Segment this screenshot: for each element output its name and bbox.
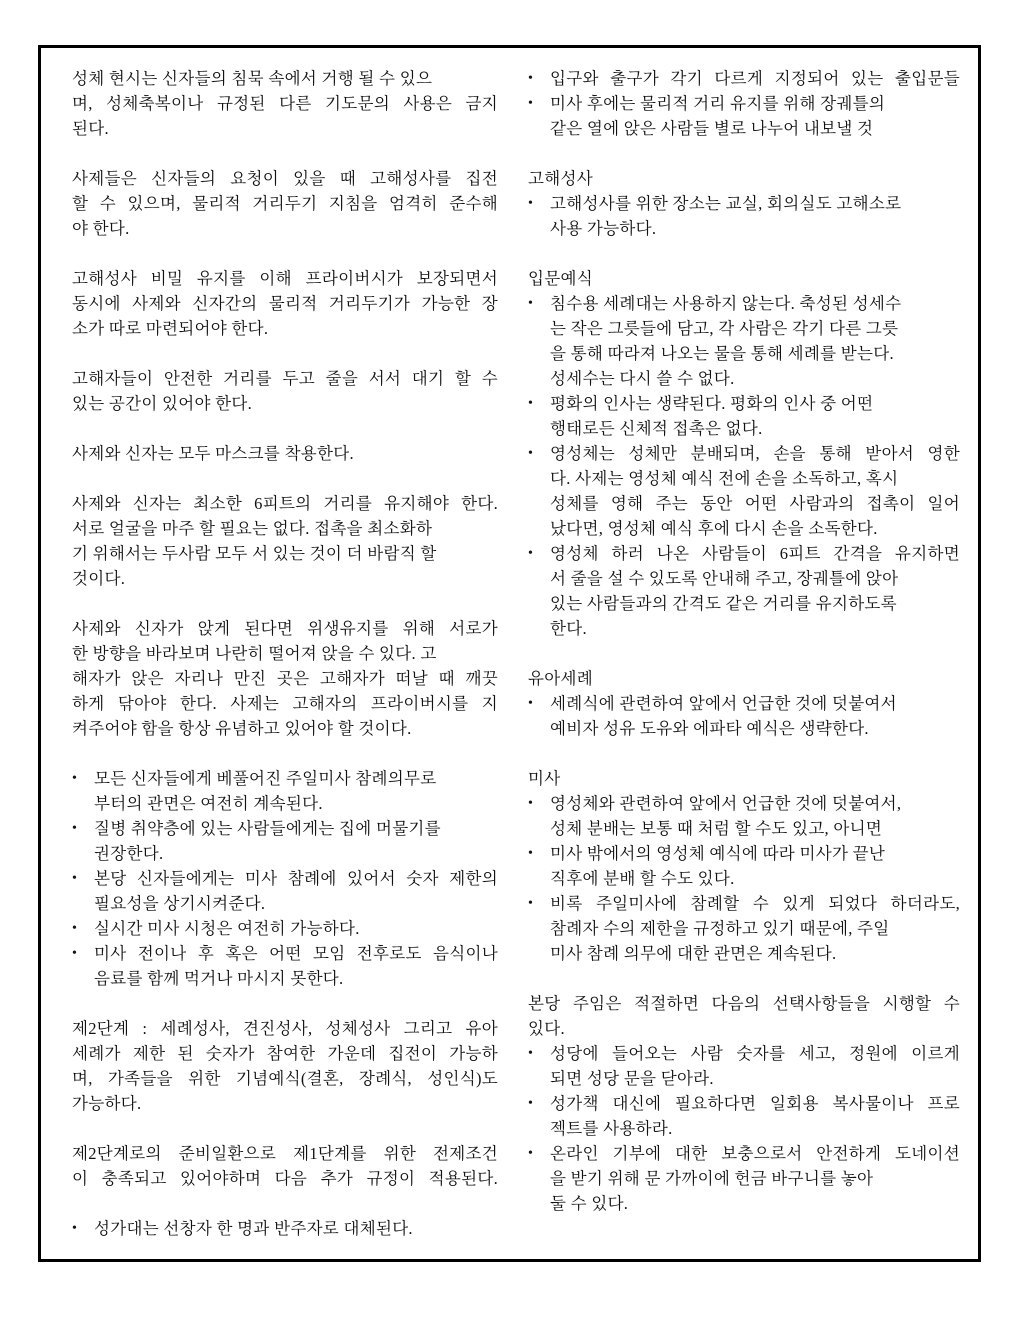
section xyxy=(528,666,960,741)
text-line: 성체를 영해 주는 동안 어떤 사람과의 접촉이 일어 xyxy=(550,494,960,513)
list-item xyxy=(528,691,960,741)
bullet-icon: • xyxy=(72,946,78,961)
bullet-list xyxy=(528,66,960,141)
text-line: 며, 가족들을 위한 기념예식(결혼, 장례식, 성인식)도 xyxy=(72,1069,498,1088)
text-line: 있는 공간이 있어야 한다. xyxy=(72,394,253,413)
text-line: 다. 사제는 영성체 예식 전에 손을 소독하고, 혹시 xyxy=(550,469,899,488)
list-item xyxy=(72,866,498,916)
text-line: 사제와 신자는 모두 마스크를 착용한다. xyxy=(72,444,354,463)
list-item xyxy=(528,1091,960,1141)
paragraph xyxy=(72,166,498,241)
text-line: 할 수 있으며, 물리적 거리두기 지침을 엄격히 준수해 xyxy=(72,194,498,213)
bullet-icon: • xyxy=(72,871,78,886)
text-line: 평화의 인사는 생략된다. 평화의 인사 중 어떤 xyxy=(550,394,874,413)
text-line: 부터의 관면은 여전히 계속된다. xyxy=(94,794,323,813)
bullet-list xyxy=(528,291,960,641)
list-item xyxy=(72,1216,498,1241)
bullet-icon: • xyxy=(528,696,534,711)
text-line: 기 위해서는 두사람 모두 서 있는 것이 더 바람직 할 xyxy=(72,544,437,563)
text-line: 참례자 수의 제한을 규정하고 있기 때문에, 주일 xyxy=(550,919,890,938)
list-item-text xyxy=(550,66,960,91)
bullet-icon: • xyxy=(528,396,534,411)
text-line: 사용 가능하다. xyxy=(550,219,657,238)
paragraph xyxy=(72,1141,498,1191)
section xyxy=(72,66,498,141)
text-line: 성가대는 선창자 한 명과 반주자로 대체된다. xyxy=(94,1219,413,1238)
text-line: 본당 주임은 적절하면 다음의 선택사항들을 시행할 수 xyxy=(528,994,960,1013)
text-line: 젝트를 사용하라. xyxy=(550,1119,673,1138)
text-line: 것이다. xyxy=(72,569,126,588)
list-item xyxy=(528,391,960,441)
text-line: 된다. xyxy=(72,119,109,138)
bullet-list xyxy=(528,691,960,741)
text-line: 둘 수 있다. xyxy=(550,1194,629,1213)
text-line: 는 작은 그릇들에 담고, 각 사람은 각기 다른 그릇 xyxy=(550,319,899,338)
bullet-icon: • xyxy=(528,546,534,561)
section-heading: 고해성사 xyxy=(528,169,593,188)
bullet-icon: • xyxy=(528,446,534,461)
list-item-text xyxy=(94,816,498,866)
text-line: 있다. xyxy=(528,1019,565,1038)
section xyxy=(528,166,960,241)
list-item xyxy=(528,841,960,891)
list-item xyxy=(528,91,960,141)
list-item-text xyxy=(550,691,960,741)
list-item-text xyxy=(94,1216,498,1241)
text-line: 한 방향을 바라보며 나란히 떨어져 앉을 수 있다. 고 xyxy=(72,644,437,663)
bullet-icon: • xyxy=(72,921,78,936)
bullet-list xyxy=(72,766,498,991)
text-line: 영성체와 관련하여 앞에서 언급한 것에 덧붙여서, xyxy=(550,794,902,813)
text-line: 행태로든 신체적 접촉은 없다. xyxy=(550,419,763,438)
text-line: 사제와 신자는 최소한 6피트의 거리를 유지해야 한다. xyxy=(72,494,498,513)
text-line: 예비자 성유 도유와 에파타 예식은 생략한다. xyxy=(550,719,869,738)
text-line: 제2단계로의 준비일환으로 제1단계를 위한 전제조건 xyxy=(72,1144,498,1163)
list-item-text xyxy=(550,1091,960,1141)
paragraph xyxy=(72,66,498,141)
two-column-layout xyxy=(72,66,960,1259)
text-line: 고해성사 비밀 유지를 이해 프라이버시가 보장되면서 xyxy=(72,269,498,288)
text-line: 고해자들이 안전한 거리를 두고 줄을 서서 대기 할 수 xyxy=(72,369,498,388)
list-item-text xyxy=(550,191,960,241)
list-item xyxy=(72,816,498,866)
text-line: 을 받기 위해 문 가까이에 헌금 바구니를 놓아 xyxy=(550,1169,874,1188)
text-line: 영성체 하러 나온 사람들이 6피트 간격을 유지하면 xyxy=(550,544,960,563)
paragraph xyxy=(72,366,498,416)
text-line: 제2단계 : 세례성사, 견진성사, 성체성사 그리고 유아 xyxy=(72,1019,498,1038)
bullet-list xyxy=(528,791,960,966)
text-line: 며, 성체축복이나 규정된 다른 기도문의 사용은 금지 xyxy=(72,94,498,113)
list-item-text xyxy=(550,1041,960,1091)
text-line: 미사 후에는 물리적 거리 유지를 위해 장궤틀의 xyxy=(550,94,886,113)
bullet-icon: • xyxy=(528,71,534,86)
text-line: 직후에 분배 할 수도 있다. xyxy=(550,869,735,888)
paragraph xyxy=(528,991,960,1041)
text-line: 서 줄을 설 수 있도록 안내해 주고, 장궤틀에 앉아 xyxy=(550,569,899,588)
section-heading: 미사 xyxy=(528,769,561,788)
text-line: 성당에 들어오는 사람 숫자를 세고, 정원에 이르게 xyxy=(550,1044,960,1063)
bullet-icon: • xyxy=(528,1046,534,1061)
text-line: 온라인 기부에 대한 보충으로서 안전하게 도네이션 xyxy=(550,1144,960,1163)
text-line: 있는 사람들과의 간격도 같은 거리를 유지하도록 xyxy=(550,594,897,613)
list-item xyxy=(528,541,960,641)
section xyxy=(72,266,498,341)
bullet-icon: • xyxy=(528,1096,534,1111)
text-line: 동시에 사제와 신자간의 물리적 거리두기가 가능한 장 xyxy=(72,294,498,313)
list-item-text xyxy=(550,1141,960,1216)
list-item xyxy=(528,441,960,541)
text-line: 세례가 제한 된 숫자가 참여한 가운데 집전이 가능하 xyxy=(72,1044,498,1063)
list-item-text xyxy=(550,291,960,391)
text-line: 성체 현시는 신자들의 침묵 속에서 거행 될 수 있으 xyxy=(72,69,433,88)
section xyxy=(72,616,498,741)
section xyxy=(72,441,498,466)
bullet-list xyxy=(528,191,960,241)
left-column xyxy=(72,66,498,1259)
section xyxy=(72,366,498,416)
bullet-list xyxy=(528,1041,960,1216)
section xyxy=(528,266,960,641)
list-item xyxy=(72,766,498,816)
section-heading: 입문예식 xyxy=(528,269,593,288)
bullet-icon: • xyxy=(528,846,534,861)
text-line: 성가책 대신에 필요하다면 일회용 복사물이나 프로 xyxy=(550,1094,960,1113)
text-line: 소가 따로 마련되어야 한다. xyxy=(72,319,269,338)
list-item-text xyxy=(550,891,960,966)
bullet-icon: • xyxy=(528,296,534,311)
list-item xyxy=(528,1141,960,1216)
text-line: 음료를 함께 먹거나 마시지 못한다. xyxy=(94,969,344,988)
list-item xyxy=(528,66,960,91)
column-gutter xyxy=(498,66,528,1259)
section xyxy=(72,491,498,591)
text-line: 성체 분배는 보통 때 처럼 할 수도 있고, 아니면 xyxy=(550,819,883,838)
bullet-icon: • xyxy=(528,196,534,211)
bullet-list xyxy=(72,1216,498,1241)
text-line: 영성체는 성체만 분배되며, 손을 통해 받아서 영한 xyxy=(550,444,960,463)
paragraph xyxy=(72,491,498,591)
text-line: 을 통해 따라져 나오는 물을 통해 세례를 받는다. xyxy=(550,344,894,363)
right-column xyxy=(528,66,960,1259)
section xyxy=(528,66,960,141)
list-item xyxy=(72,941,498,991)
list-item xyxy=(528,291,960,391)
section xyxy=(72,1141,498,1191)
bullet-icon: • xyxy=(528,896,534,911)
text-line: 났다면, 영성체 예식 후에 다시 손을 소독한다. xyxy=(550,519,878,538)
document-border xyxy=(38,45,981,1262)
list-item-text xyxy=(94,866,498,916)
list-item-text xyxy=(550,841,960,891)
section xyxy=(72,766,498,991)
text-line: 서로 얼굴을 마주 할 필요는 없다. 접촉을 최소화하 xyxy=(72,519,433,538)
bullet-icon: • xyxy=(528,1146,534,1161)
list-item-text xyxy=(94,941,498,991)
list-item-text xyxy=(550,791,960,841)
text-line: 해자가 앉은 자리나 만진 곳은 고해자가 떠날 때 깨끗 xyxy=(72,669,498,688)
text-line: 실시간 미사 시청은 여전히 가능하다. xyxy=(94,919,360,938)
text-line: 성세수는 다시 쓸 수 없다. xyxy=(550,369,735,388)
list-item xyxy=(528,791,960,841)
text-line: 켜주어야 함을 항상 유념하고 있어야 할 것이다. xyxy=(72,719,412,738)
text-line: 질병 취약층에 있는 사람들에게는 집에 머물기를 xyxy=(94,819,441,838)
section xyxy=(72,166,498,241)
text-line: 침수용 세례대는 사용하지 않는다. 축성된 성세수 xyxy=(550,294,902,313)
paragraph xyxy=(72,616,498,741)
paragraph xyxy=(72,441,498,466)
bullet-icon: • xyxy=(72,821,78,836)
text-line: 필요성을 상기시켜준다. xyxy=(94,894,266,913)
text-line: 같은 열에 앉은 사람들 별로 나누어 내보낼 것 xyxy=(550,119,874,138)
text-line: 미사 참례 의무에 대한 관면은 계속된다. xyxy=(550,944,837,963)
section xyxy=(528,991,960,1216)
text-line: 한다. xyxy=(550,619,587,638)
list-item xyxy=(72,916,498,941)
text-line: 본당 신자들에게는 미사 참례에 있어서 숫자 제한의 xyxy=(94,869,498,888)
list-item-text xyxy=(550,541,960,641)
text-line: 사제와 신자가 앉게 된다면 위생유지를 위해 서로가 xyxy=(72,619,498,638)
text-line: 비록 주일미사에 참례할 수 있게 되었다 하더라도, xyxy=(550,894,960,913)
section xyxy=(72,1216,498,1241)
bullet-icon: • xyxy=(528,96,534,111)
text-line: 미사 밖에서의 영성체 예식에 따라 미사가 끝난 xyxy=(550,844,886,863)
section-heading: 유아세례 xyxy=(528,669,593,688)
list-item xyxy=(528,1041,960,1091)
list-item-text xyxy=(550,441,960,541)
text-line: 모든 신자들에게 베풀어진 주일미사 참례의무로 xyxy=(94,769,437,788)
bullet-icon: • xyxy=(72,1221,78,1236)
text-line: 하게 닦아야 한다. 사제는 고해자의 프라이버시를 지 xyxy=(72,694,498,713)
list-item xyxy=(528,191,960,241)
text-line: 사제들은 신자들의 요청이 있을 때 고해성사를 집전 xyxy=(72,169,498,188)
bullet-icon: • xyxy=(528,796,534,811)
section xyxy=(72,1016,498,1116)
text-line: 입구와 출구가 각기 다르게 지정되어 있는 출입문들 xyxy=(550,69,960,88)
bullet-icon: • xyxy=(72,771,78,786)
list-item-text xyxy=(94,916,498,941)
text-line: 미사 전이나 후 혹은 어떤 모임 전후로도 음식이나 xyxy=(94,944,498,963)
text-line: 야 한다. xyxy=(72,219,130,238)
list-item-text xyxy=(550,391,960,441)
text-line: 가능하다. xyxy=(72,1094,142,1113)
text-line: 세례식에 관련하여 앞에서 언급한 것에 덧붙여서 xyxy=(550,694,897,713)
text-line: 이 충족되고 있어야하며 다음 추가 규정이 적용된다. xyxy=(72,1169,498,1188)
text-line: 되면 성당 문을 닫아라. xyxy=(550,1069,714,1088)
paragraph xyxy=(72,1016,498,1116)
paragraph xyxy=(72,266,498,341)
list-item-text xyxy=(550,91,960,141)
list-item-text xyxy=(94,766,498,816)
text-line: 권장한다. xyxy=(94,844,164,863)
text-line: 고해성사를 위한 장소는 교실, 회의실도 고해소로 xyxy=(550,194,902,213)
list-item xyxy=(528,891,960,966)
section xyxy=(528,766,960,966)
